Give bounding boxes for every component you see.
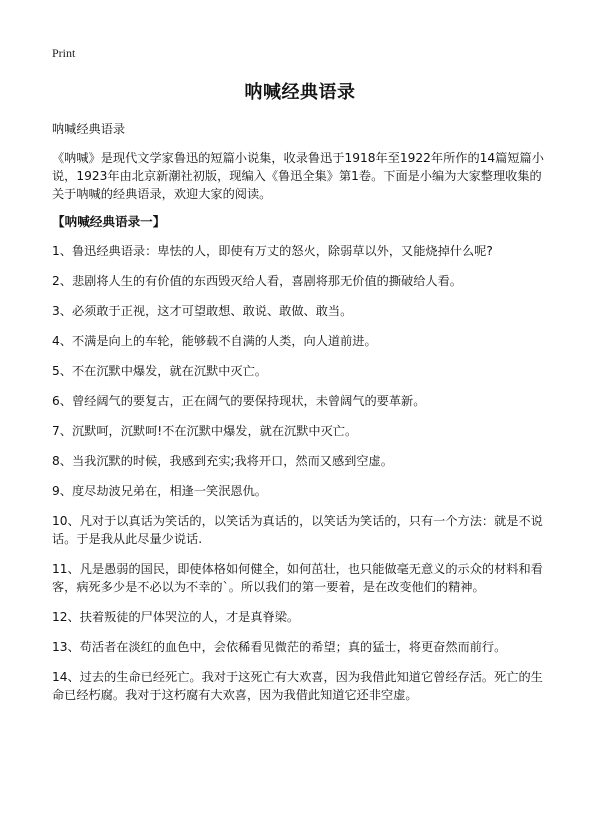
- document-subtitle: 呐喊经典语录: [52, 122, 126, 136]
- quote-item: 7、沉默呵，沉默呵!不在沉默中爆发，就在沉默中灭亡。: [52, 424, 358, 438]
- print-label: Print: [52, 46, 76, 60]
- document-body: [52, 120, 552, 716]
- quote-item: 8、当我沉默的时候，我感到充实;我将开口，然而又感到空虚。: [52, 454, 393, 468]
- quote-item: 3、必须敢于正视，这才可望敢想、敢说、敢做、敢当。: [52, 304, 353, 318]
- quote-item: 5、不在沉默中爆发，就在沉默中灭亡。: [52, 364, 267, 378]
- section-heading: 【呐喊经典语录一】: [52, 214, 166, 229]
- page-title: 呐喊经典语录: [244, 82, 356, 103]
- quote-item: 1、鲁迅经典语录：卑怯的人，即使有万丈的怒火，除弱草以外，又能烧掉什么呢?: [52, 244, 493, 258]
- quote-item: 10、凡对于以真话为笑话的，以笑话为真话的，以笑话为笑话的，只有一个方法：就是不说话。于是我从此尽量少说话.: [52, 514, 543, 546]
- quote-item: 2、悲剧将人生的有价值的东西毁灭给人看，喜剧将那无价值的撕破给人看。: [52, 274, 462, 288]
- quote-item: 11、凡是愚弱的国民，即使体格如何健全，如何茁壮，也只能做毫无意义的示众的材料和看客，病死多少是不必以为不幸的`。所以我们的第一要着，是在改变他们的精神。: [52, 562, 543, 594]
- quote-item: 9、度尽劫波兄弟在，相逢一笑泯恩仇。: [52, 484, 267, 498]
- quote-item: 13、苟活者在淡红的血色中，会依稀看见微茫的希望；真的猛士，将更奋然而前行。: [52, 640, 507, 654]
- quote-item: 6、曾经阔气的要复古，正在阔气的要保持现状，未曾阔气的要革新。: [52, 394, 426, 408]
- quote-item: 12、扶着叛徒的尸体哭泣的人，才是真脊梁。: [52, 610, 300, 624]
- quote-item: 14、过去的生命已经死亡。我对于这死亡有大欢喜，因为我借此知道它曾经存活。死亡的生命已经朽腐。我对于这朽腐有大欢喜，因为我借此知道它还非空虚。: [52, 670, 543, 702]
- quote-item: 4、不满是向上的车轮，能够载不自满的人类，向人道前进。: [52, 334, 377, 348]
- intro-paragraph: 《呐喊》是现代文学家鲁迅的短篇小说集，收录鲁迅于1918年至1922年所作的14篇短篇小说，1923年由北京新潮社初版，现编入《鲁迅全集》第1卷。下面是小编为大家整理收集的关于呐喊的经典语录，欢迎大家的阅读。: [52, 151, 544, 201]
